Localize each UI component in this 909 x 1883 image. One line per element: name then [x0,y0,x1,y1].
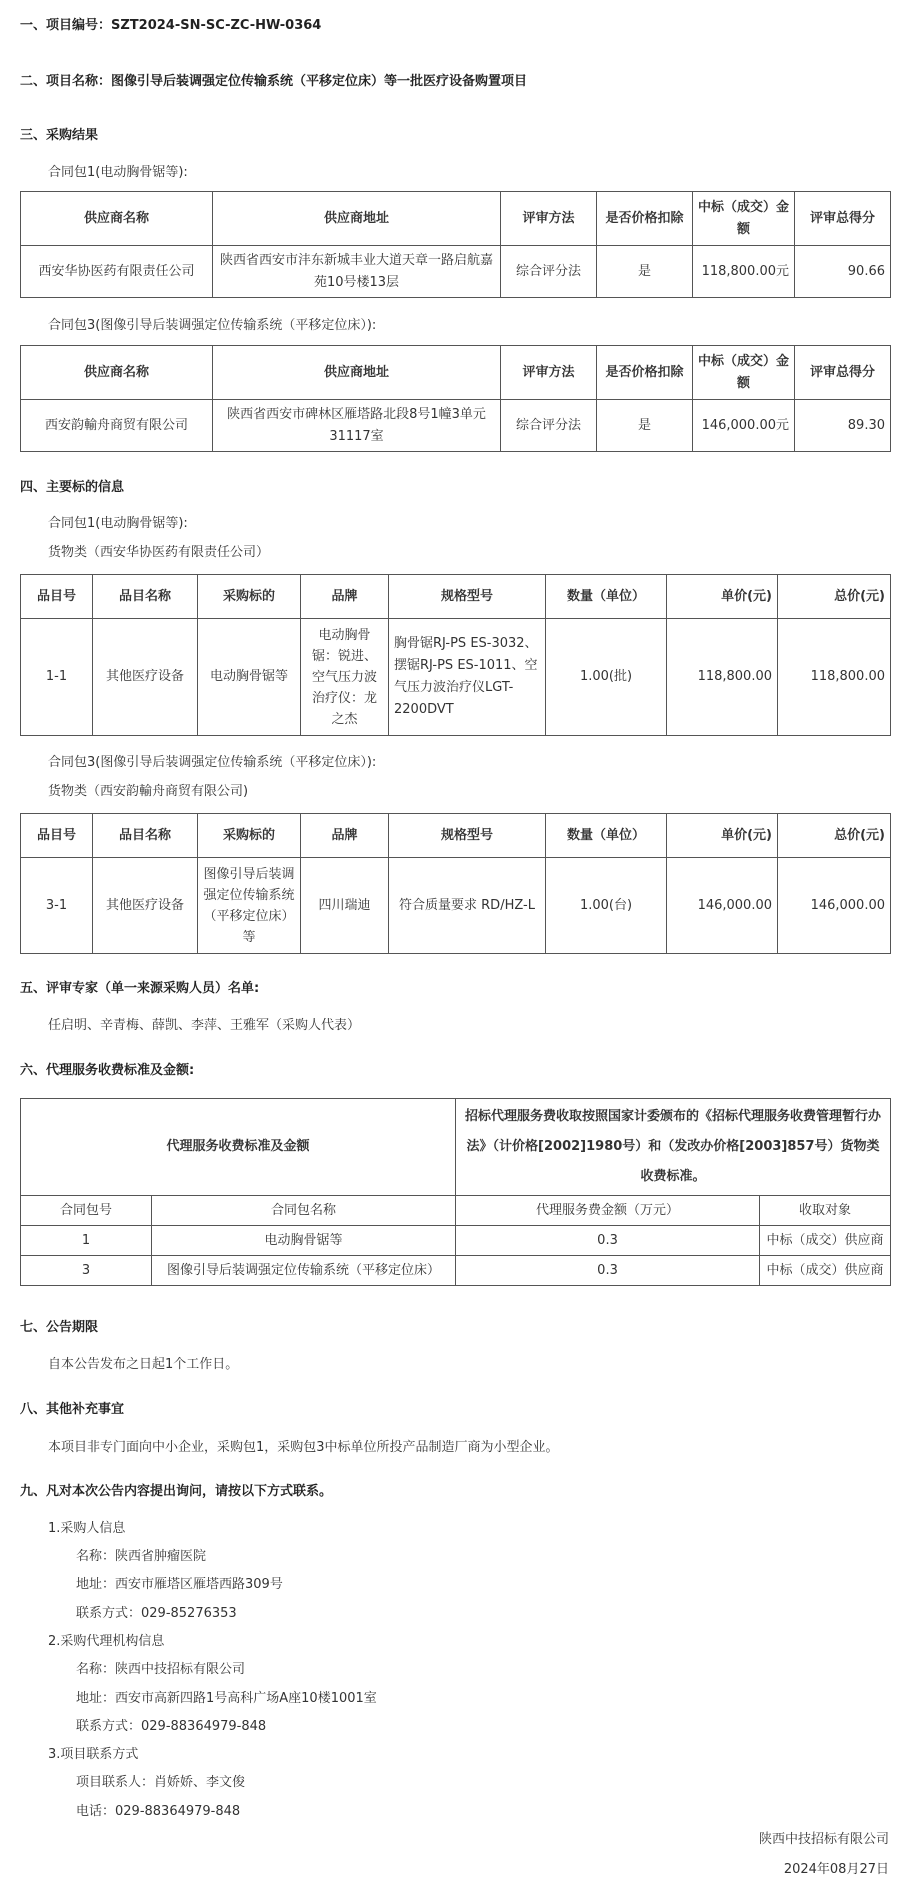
header-supplier-address: 供应商地址 [213,192,501,246]
header-total-score: 评审总得分 [795,192,891,246]
project-contact-person: 项目联系人：肖娇娇、李文俊 [76,1775,246,1790]
section-period-heading: 七、公告期限 [20,1320,99,1335]
procurement-subject: 图像引导后装调强定位传输系统（平移定位床）等 [198,858,301,954]
header-review-method: 评审方法 [501,192,597,246]
header-package-name: 合同包名称 [152,1196,456,1226]
fee-payer: 中标（成交）供应商 [760,1226,891,1256]
fee-table [20,1098,891,1286]
section-fee-heading: 六、代理服务收费标准及金额: [20,1063,195,1078]
section-result-heading: 三、采购结果 [20,128,99,143]
supplier-address: 陕西省西安市碑林区雁塔路北段8号1幢3单元31117室 [213,400,501,452]
brand: 电动胸骨锯：锐进、空气压力波治疗仪：龙之杰 [301,619,389,736]
items-package1-table [20,574,891,736]
header-brand: 品牌 [301,814,389,858]
section-contact-heading: 九、凡对本次公告内容提出询问，请按以下方式联系。 [20,1484,333,1499]
brand: 四川瑞迪 [301,858,389,954]
items-package3-table [20,813,891,954]
agent-phone: 联系方式：029-88364979-848 [76,1719,267,1734]
result-package3-label: 合同包3(图像引导后装调强定位传输系统（平移定位床）): [48,318,377,333]
header-procurement-subject: 采购标的 [198,814,301,858]
supplier-name: 西安华协医药有限责任公司 [21,246,213,298]
total-score: 90.66 [795,246,891,298]
signature-date: 2024年08月27日 [783,1862,889,1877]
header-total-price: 总价(元) [778,814,891,858]
announcement-period: 自本公告发布之日起1个工作日。 [48,1357,239,1372]
header-item-name: 品目名称 [93,575,198,619]
buyer-phone: 联系方式：029-85276353 [76,1606,237,1621]
header-package-no: 合同包号 [21,1196,152,1226]
spec-model: 胸骨锯RJ-PS ES-3032、摆锯RJ-PS ES-1011、空气压力波治疗仪LGT-2200DVT [389,619,546,736]
header-fee-payer: 收取对象 [760,1196,891,1226]
header-fee-amount: 代理服务费金额（万元） [456,1196,760,1226]
buyer-address: 地址：西安市雁塔区雁塔西路309号 [76,1577,283,1592]
header-unit-price: 单价(元) [667,814,778,858]
table-row [21,400,891,452]
table-header-row [21,346,891,400]
table-header-row [21,575,891,619]
buyer-name: 名称：陕西省肿瘤医院 [76,1549,207,1564]
buyer-info-title: 1.采购人信息 [48,1521,126,1536]
header-price-deduction: 是否价格扣除 [597,192,693,246]
items-package1-category: 货物类（西安华协医药有限责任公司） [48,545,270,560]
package-name: 图像引导后装调强定位传输系统（平移定位床） [152,1256,456,1286]
result-package1-label: 合同包1(电动胸骨锯等): [48,165,188,180]
table-row [21,246,891,298]
section-other-heading: 八、其他补充事宜 [20,1402,125,1417]
header-unit-price: 单价(元) [667,575,778,619]
section-project-name: 二、项目名称：图像引导后装调强定位传输系统（平移定位床）等一批医疗设备购置项目 [20,74,528,89]
spec-model: 符合质量要求 RD/HZ-L [389,858,546,954]
agent-name: 名称：陕西中技招标有限公司 [76,1662,246,1677]
review-method: 综合评分法 [501,400,597,452]
header-total-score: 评审总得分 [795,346,891,400]
header-supplier-name: 供应商名称 [21,192,213,246]
item-name: 其他医疗设备 [93,858,198,954]
package-no: 1 [21,1226,152,1256]
price-deduction: 是 [597,400,693,452]
fee-payer: 中标（成交）供应商 [760,1256,891,1286]
header-quantity: 数量（单位） [546,575,667,619]
header-award-amount: 中标（成交）金额 [693,346,795,400]
header-item-no: 品目号 [21,575,93,619]
header-procurement-subject: 采购标的 [198,575,301,619]
other-notes: 本项目非专门面向中小企业，采购包1，采购包3中标单位所投产品制造厂商为小型企业。 [48,1440,559,1455]
price-deduction: 是 [597,246,693,298]
result-package3-table [20,345,891,452]
table-header-row [21,1196,891,1226]
section-project-number: 一、项目编号：SZT2024-SN-SC-ZC-HW-0364 [20,18,322,33]
fee-amount: 0.3 [456,1226,760,1256]
header-supplier-address: 供应商地址 [213,346,501,400]
review-method: 综合评分法 [501,246,597,298]
supplier-name: 西安韵輸舟商贸有限公司 [21,400,213,452]
total-price: 118,800.00 [778,619,891,736]
award-amount: 146,000.00元 [693,400,795,452]
total-price: 146,000.00 [778,858,891,954]
total-score: 89.30 [795,400,891,452]
header-spec-model: 规格型号 [389,575,546,619]
items-package1-label: 合同包1(电动胸骨锯等): [48,516,188,531]
fee-standard-row [21,1099,891,1196]
supplier-address: 陕西省西安市沣东新城丰业大道天章一路启航嘉苑10号楼13层 [213,246,501,298]
signature-company: 陕西中技招标有限公司 [758,1832,889,1847]
header-item-no: 品目号 [21,814,93,858]
header-quantity: 数量（单位） [546,814,667,858]
items-package3-category: 货物类（西安韵輸舟商贸有限公司) [48,784,249,799]
table-row [21,1256,891,1286]
agent-info-title: 2.采购代理机构信息 [48,1634,165,1649]
item-no: 1-1 [21,619,93,736]
table-row [21,1226,891,1256]
table-header-row [21,814,891,858]
quantity: 1.00(批) [546,619,667,736]
table-header-row [21,192,891,246]
header-item-name: 品目名称 [93,814,198,858]
header-review-method: 评审方法 [501,346,597,400]
header-total-price: 总价(元) [778,575,891,619]
fee-amount: 0.3 [456,1256,760,1286]
header-price-deduction: 是否价格扣除 [597,346,693,400]
section-experts-heading: 五、评审专家（单一来源采购人员）名单: [20,981,260,996]
package-no: 3 [21,1256,152,1286]
fee-standard-label: 代理服务收费标准及金额 [21,1099,456,1196]
section-items-heading: 四、主要标的信息 [20,480,125,495]
project-contact-title: 3.项目联系方式 [48,1747,139,1762]
unit-price: 118,800.00 [667,619,778,736]
item-name: 其他医疗设备 [93,619,198,736]
package-name: 电动胸骨锯等 [152,1226,456,1256]
header-spec-model: 规格型号 [389,814,546,858]
award-amount: 118,800.00元 [693,246,795,298]
table-row [21,619,891,736]
header-supplier-name: 供应商名称 [21,346,213,400]
project-contact-phone: 电话：029-88364979-848 [76,1804,241,1819]
fee-standard-text: 招标代理服务费收取按照国家计委颁布的《招标代理服务收费管理暂行办法》（计价格[2002]1980号）和（发改办价格[2003]857号）货物类收费标准。 [456,1099,891,1196]
agent-address: 地址：西安市高新四路1号高科广场A座10楼1001室 [76,1691,377,1706]
items-package3-label: 合同包3(图像引导后装调强定位传输系统（平移定位床）): [48,755,377,770]
result-package1-table [20,191,891,298]
unit-price: 146,000.00 [667,858,778,954]
procurement-subject: 电动胸骨锯等 [198,619,301,736]
header-award-amount: 中标（成交）金额 [693,192,795,246]
table-row [21,858,891,954]
quantity: 1.00(台) [546,858,667,954]
experts-list: 任启明、辛青梅、薛凯、李萍、王雅军（采购人代表） [48,1018,361,1033]
item-no: 3-1 [21,858,93,954]
header-brand: 品牌 [301,575,389,619]
